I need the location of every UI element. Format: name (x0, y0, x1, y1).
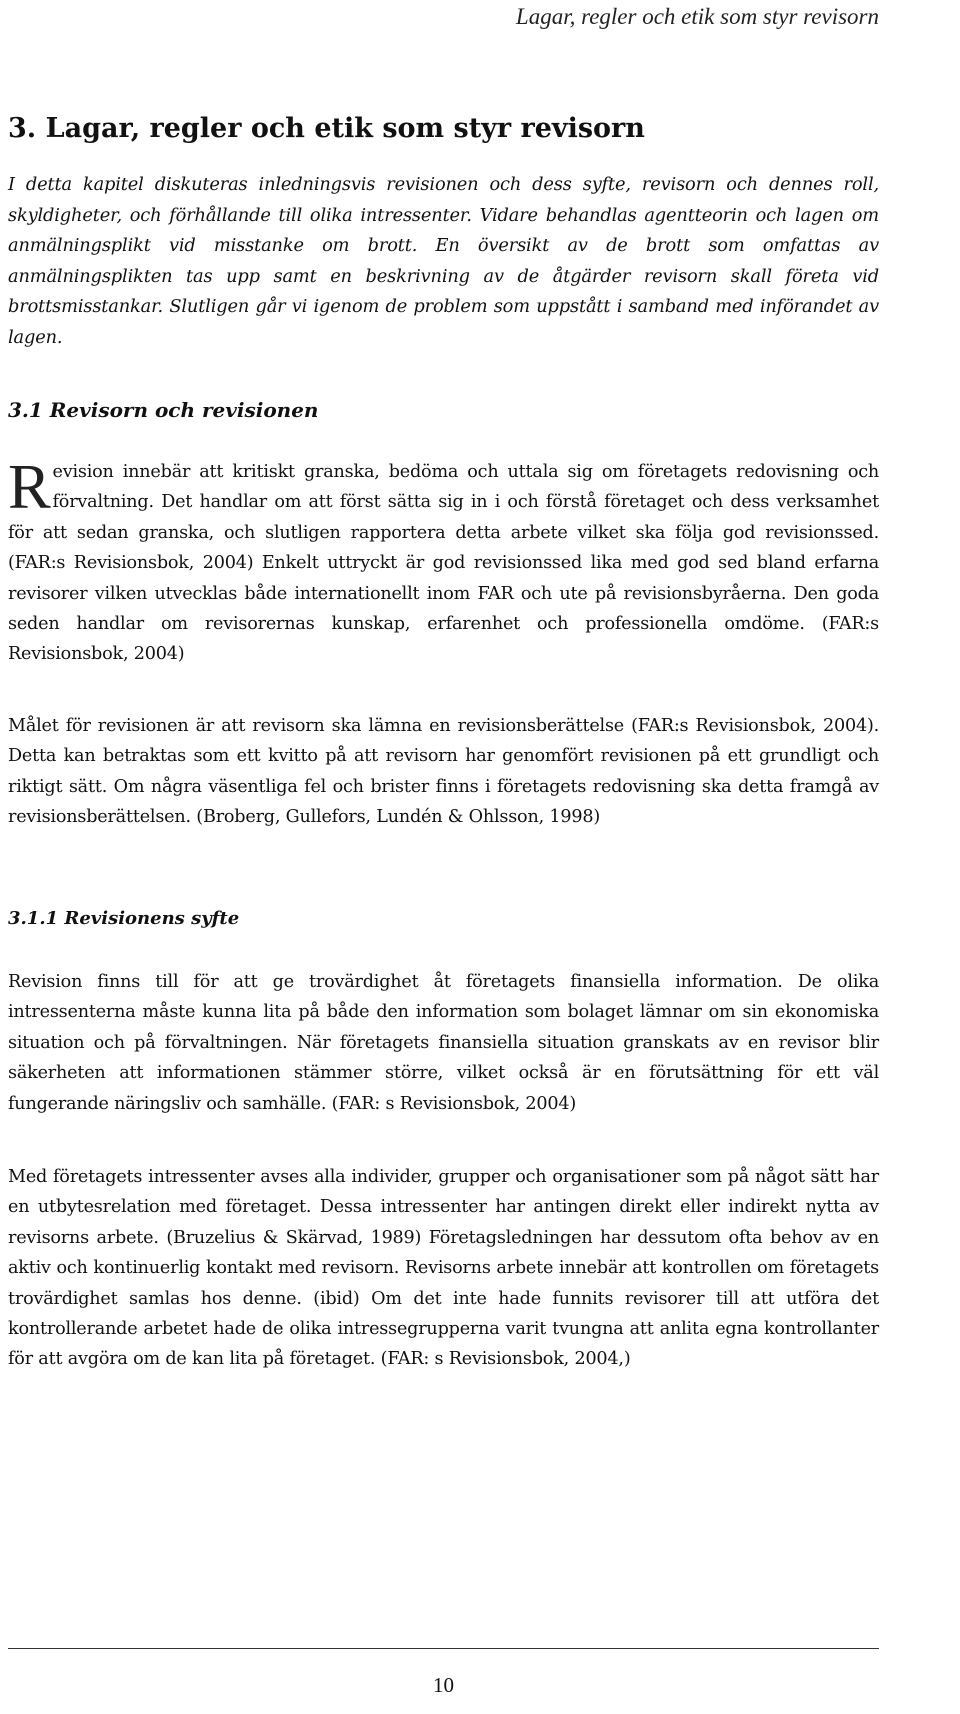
section-3-1-paragraph-1-text: evision innebär att kritiskt granska, bedöma och uttala sig om företagets redovisning och förvaltning. Det handlar om att först sätta sig in i och förstå företaget och dess verksamhet för att sedan granska, och slutligen rapportera detta arbete vilket ska följa god revisionssed. (FAR:s Revisionsbok, 2004) Enkelt uttryckt är god revisionssed lika med god sed bland erfarna revisorer vilken utvecklas både internationellt inom FAR och ute på revisionsbyråerna. Den goda seden handlar om revisorernas kunskap, erfarenhet och professionella omdöme. (FAR:s Revisionsbok, 2004) (8, 462, 879, 665)
chapter-intro: I detta kapitel diskuteras inledningsvis revisionen och dess syfte, revisorn och dennes roll, skyldigheter, och förhållande till olika intressenter. Vidare behandlas agentteorin och lagen om anmälningsplikt vid misstanke om brott. En översikt av de brott som omfattas av anmälningsplikten tas upp samt en beskrivning av de åtgärder revisorn skall företa vid brottsmisstankar. Slutligen går vi igenom de problem som uppstått i samband med införandet av lagen. (8, 174, 879, 348)
section-3-1-1-paragraph-1: Revision finns till för att ge trovärdighet åt företagets finansiella information. De olika intressenterna måste kunna lita på både den information som bolaget lämnar om sin ekonomiska situation och på förvaltningen. När företagets finansiella situation granskats av en revisor blir säkerheten att informationen stämmer större, vilket också är en förutsättning för ett väl fungerande näringsliv och samhälle. (FAR: s Revisionsbok, 2004) (8, 972, 879, 1114)
drop-cap: R (8, 451, 51, 522)
section-3-1-paragraph-1 (8, 451, 879, 670)
running-header: Lagar, regler och etik som styr revisorn (515, 4, 879, 29)
section-3-1-1-paragraph-2: Med företagets intressenter avses alla individer, grupper och organisationer som på något sätt har en utbytesrelation med företaget. Dessa intressenter har antingen direkt eller indirekt nytta av revisorns arbete. (Bruzelius & Skärvad, 1989) Företagsledningen har dessutom ofta behov av en aktiv och kontinuerlig kontakt med revisorn. Revisorns arbete innebär att kontrollen om företagets trovärdighet samlas hos denne. (ibid) Om det inte hade funnits revisorer till att utföra det kontrollerande arbetet hade de olika intressegrupperna varit tvungna att anlita egna kontrollanter för att avgöra om de kan lita på företaget. (FAR: s Revisionsbok, 2004,) (8, 1167, 879, 1370)
chapter-title: 3. Lagar, regler och etik som styr revisorn (8, 113, 645, 144)
page-number: 10 (433, 1673, 454, 1697)
section-3-1-paragraph-2: Målet för revisionen är att revisorn ska lämna en revisionsberättelse (FAR:s Revisionsbok, 2004). Detta kan betraktas som ett kvitto på att revisorn har genomfört revisionen på ett grundligt och riktigt sätt. Om några väsentliga fel och brister finns i företagets redovisning ska detta framgå av revisionsberättelsen. (Broberg, Gullefors, Lundén & Ohlsson, 1998) (8, 716, 879, 828)
footer-divider (8, 1648, 879, 1649)
section-title-3-1: 3.1 Revisorn och revisionen (8, 398, 319, 422)
subsection-title-3-1-1: 3.1.1 Revisionens syfte (8, 908, 240, 929)
document-page (8, 0, 879, 1714)
